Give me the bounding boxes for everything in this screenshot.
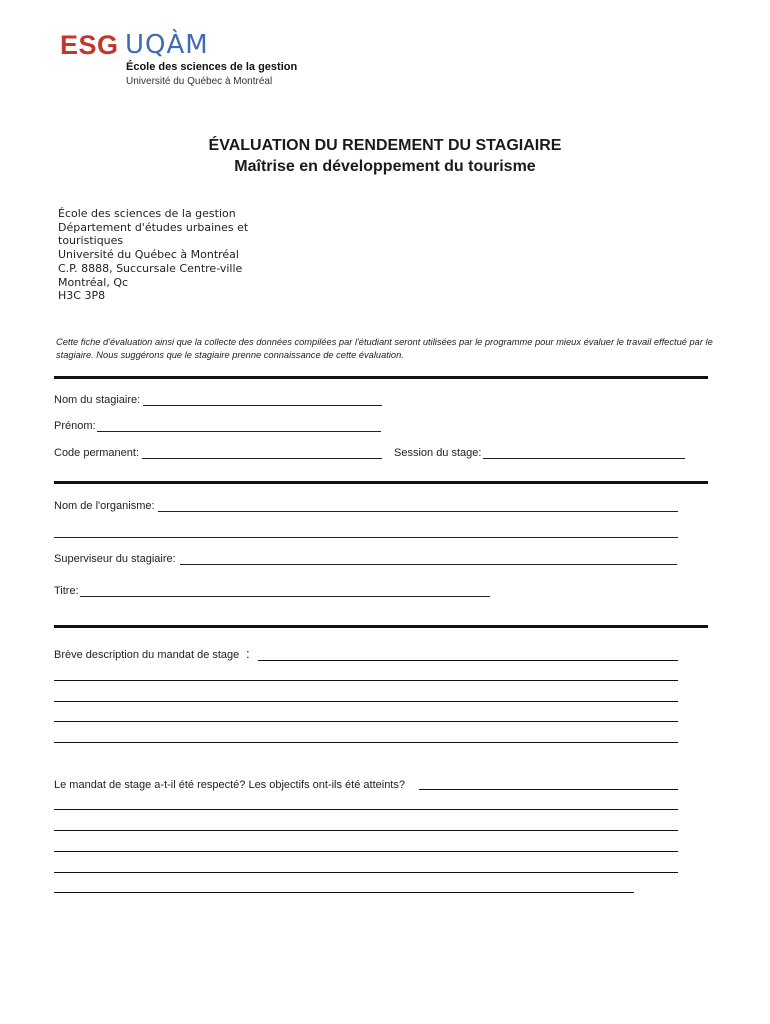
student-name-field[interactable] [143,405,382,406]
section-divider [54,481,708,484]
title-label: Titre: [54,585,79,597]
logo-school-name: École des sciences de la gestion [126,61,298,73]
student-name-label: Nom du stagiaire: [54,394,141,406]
logo-university-name: Université du Québec à Montréal [126,76,273,87]
supervisor-label: Superviseur du stagiaire: [54,553,176,565]
address-line: touristiques [58,234,124,248]
mandate-description-line[interactable] [54,680,678,681]
mandate-description-label: Brève description du mandat de stage [54,649,240,661]
address-line: Montréal, Qc [58,275,129,289]
mandate-respected-line[interactable] [54,809,678,810]
mandate-respected-label: Le mandat de stage a-t-il été respecté? Les objectifs ont-ils été atteints? [54,779,405,791]
organisation-name-field-line2[interactable] [54,537,678,538]
title-field[interactable] [80,596,490,597]
internship-session-label: Session du stage: [394,447,482,459]
address-line: C.P. 8888, Succursale Centre-ville [58,261,243,275]
mandate-respected-line[interactable] [54,872,678,873]
student-firstname-field[interactable] [97,431,381,432]
mandate-description-colon: : [246,646,250,661]
mandate-description-line[interactable] [54,742,678,743]
student-firstname-label: Prénom: [54,420,96,432]
mandate-respected-line[interactable] [54,892,634,893]
permanent-code-field[interactable] [142,458,382,459]
esg-logo: ESG [60,30,119,60]
address-line: École des sciences de la gestion [58,207,236,220]
mandate-description-line[interactable] [54,701,678,702]
internship-session-field[interactable] [483,458,685,459]
intro-note: Cette fiche d'évaluation ainsi que la collecte des données compilées par l'étudiant seront utilisées par le programme pour mieux évaluer le travail effectué par le stagiaire. Nous suggérons que le stagiaire prenne connaissance de cette évaluation. [56,337,713,360]
permanent-code-label: Code permanent: [54,447,139,459]
section-divider [54,376,708,379]
mandate-description-line[interactable] [54,721,678,722]
address-block [58,207,248,303]
document-title: ÉVALUATION DU RENDEMENT DU STAGIAIRE [208,137,562,154]
section-divider [54,625,708,628]
organisation-name-field[interactable] [158,511,678,512]
mandate-respected-field[interactable] [419,789,678,790]
address-line: Université du Québec à Montréal [58,248,239,262]
mandate-respected-line[interactable] [54,830,678,831]
mandate-description-field[interactable] [258,660,678,661]
mandate-respected-line[interactable] [54,851,678,852]
address-line: Département d'études urbaines et [58,220,249,234]
document-subtitle: Maîtrise en développement du tourisme [234,158,536,175]
uqam-logo: UQÀM [125,30,209,60]
organisation-name-label: Nom de l'organisme: [54,500,155,512]
supervisor-field[interactable] [180,564,677,565]
address-line: H3C 3P8 [58,289,106,303]
